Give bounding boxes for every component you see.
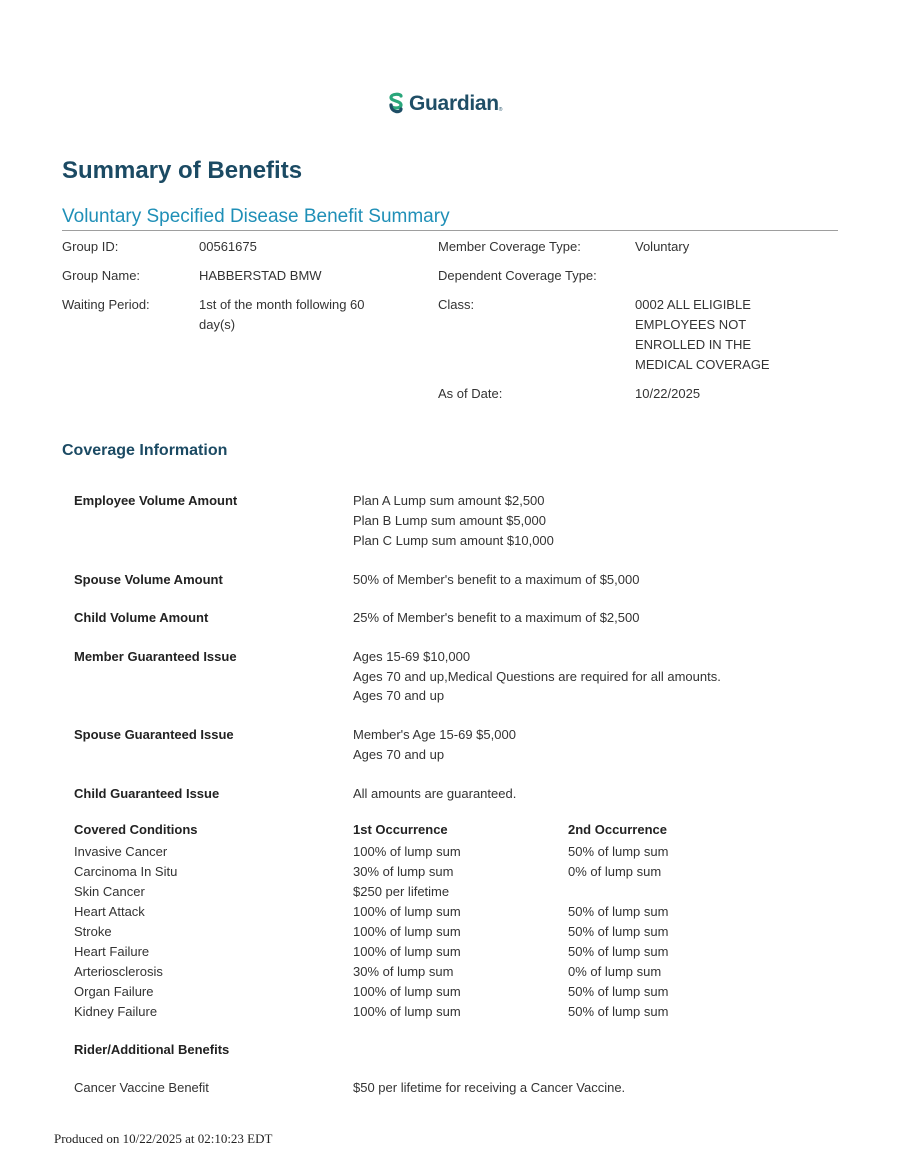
child-gi-value: All amounts are guaranteed. bbox=[353, 786, 517, 801]
group-name-value: HABBERSTAD BMW bbox=[199, 268, 322, 283]
as-of-date-value: 10/22/2025 bbox=[635, 386, 701, 401]
member-coverage-type-label: Member Coverage Type: bbox=[438, 239, 581, 254]
waiting-period-line-1: 1st of the month following 60 bbox=[199, 297, 365, 312]
first-occurrence: 100% of lump sum bbox=[353, 1004, 461, 1019]
employee-volume-line-2: Plan B Lump sum amount $5,000 bbox=[353, 513, 546, 528]
spouse-gi-line-2: Ages 70 and up bbox=[353, 747, 445, 762]
class-line-2: EMPLOYEES NOT bbox=[635, 317, 747, 332]
condition-name: Invasive Cancer bbox=[74, 844, 168, 859]
member-gi-line-1: Ages 15-69 $10,000 bbox=[353, 649, 471, 664]
first-occurrence: $250 per lifetime bbox=[353, 884, 450, 899]
rider-value: $50 per lifetime for receiving a Cancer Vaccine. bbox=[353, 1080, 626, 1095]
second-occurrence: 50% of lump sum bbox=[568, 984, 669, 999]
page-title: Summary of Benefits bbox=[62, 157, 303, 184]
employee-volume-label: Employee Volume Amount bbox=[74, 493, 238, 508]
group-id-label: Group ID: bbox=[62, 239, 119, 254]
guardian-logo bbox=[388, 90, 502, 118]
member-gi-line-3: Ages 70 and up bbox=[353, 688, 445, 703]
logo-registered-mark: ® bbox=[498, 107, 503, 113]
first-occurrence: 30% of lump sum bbox=[353, 864, 454, 879]
spouse-volume-value: 50% of Member's benefit to a maximum of $5,000 bbox=[353, 572, 640, 587]
member-gi-label: Member Guaranteed Issue bbox=[74, 649, 237, 664]
child-gi-label: Child Guaranteed Issue bbox=[74, 786, 220, 801]
condition-name: Heart Attack bbox=[74, 904, 145, 919]
member-gi-line-2: Ages 70 and up,Medical Questions are required for all amounts. bbox=[353, 669, 721, 684]
child-volume-label: Child Volume Amount bbox=[74, 610, 209, 625]
condition-name: Stroke bbox=[74, 924, 112, 939]
class-line-3: ENROLLED IN THE bbox=[635, 337, 752, 352]
spouse-gi-label: Spouse Guaranteed Issue bbox=[74, 727, 234, 742]
second-occurrence-header: 2nd Occurrence bbox=[568, 822, 667, 837]
table-row bbox=[0, 842, 900, 862]
first-occurrence: 100% of lump sum bbox=[353, 944, 461, 959]
table-row bbox=[0, 862, 900, 882]
first-occurrence: 100% of lump sum bbox=[353, 844, 461, 859]
member-coverage-type-value: Voluntary bbox=[635, 239, 690, 254]
child-volume-value: 25% of Member's benefit to a maximum of $2,500 bbox=[353, 610, 640, 625]
table-row bbox=[0, 902, 900, 922]
group-id-value: 00561675 bbox=[199, 239, 257, 254]
first-occurrence: 100% of lump sum bbox=[353, 924, 461, 939]
class-label: Class: bbox=[438, 297, 475, 312]
first-occurrence: 30% of lump sum bbox=[353, 964, 454, 979]
first-occurrence-header: 1st Occurrence bbox=[353, 822, 448, 837]
coverage-information-heading: Coverage Information bbox=[62, 442, 228, 459]
section-divider bbox=[62, 230, 838, 231]
covered-conditions-header: Covered Conditions bbox=[74, 822, 198, 837]
spouse-gi-line-1: Member's Age 15-69 $5,000 bbox=[353, 727, 516, 742]
second-occurrence: 50% of lump sum bbox=[568, 904, 669, 919]
second-occurrence: 0% of lump sum bbox=[568, 964, 662, 979]
rider-heading: Rider/Additional Benefits bbox=[74, 1042, 230, 1057]
group-name-label: Group Name: bbox=[62, 268, 141, 283]
table-row bbox=[0, 982, 900, 1002]
second-occurrence: 50% of lump sum bbox=[568, 844, 669, 859]
employee-volume-line-1: Plan A Lump sum amount $2,500 bbox=[353, 493, 545, 508]
first-occurrence: 100% of lump sum bbox=[353, 984, 461, 999]
table-row bbox=[0, 962, 900, 982]
rider-label: Cancer Vaccine Benefit bbox=[74, 1080, 209, 1095]
condition-name: Organ Failure bbox=[74, 984, 154, 999]
class-line-1: 0002 ALL ELIGIBLE bbox=[635, 297, 751, 312]
spouse-volume-label: Spouse Volume Amount bbox=[74, 572, 223, 587]
second-occurrence: 50% of lump sum bbox=[568, 924, 669, 939]
section-title: Voluntary Specified Disease Benefit Summary bbox=[62, 206, 450, 227]
dependent-coverage-type-label: Dependent Coverage Type: bbox=[438, 268, 597, 283]
condition-name: Skin Cancer bbox=[74, 884, 145, 899]
table-row bbox=[0, 1002, 900, 1022]
guardian-logo-icon bbox=[388, 92, 404, 116]
as-of-date-label: As of Date: bbox=[438, 386, 503, 401]
employee-volume-line-3: Plan C Lump sum amount $10,000 bbox=[353, 533, 554, 548]
second-occurrence: 50% of lump sum bbox=[568, 1004, 669, 1019]
condition-name: Kidney Failure bbox=[74, 1004, 158, 1019]
table-row bbox=[0, 922, 900, 942]
condition-name: Arteriosclerosis bbox=[74, 964, 163, 979]
waiting-period-label: Waiting Period: bbox=[62, 297, 150, 312]
produced-on-footer: Produced on 10/22/2025 at 02:10:23 EDT bbox=[54, 1131, 273, 1146]
condition-name: Heart Failure bbox=[74, 944, 150, 959]
second-occurrence: 50% of lump sum bbox=[568, 944, 669, 959]
class-line-4: MEDICAL COVERAGE bbox=[635, 357, 770, 372]
table-row bbox=[0, 882, 900, 902]
logo-wordmark: Guardian bbox=[409, 92, 499, 115]
first-occurrence: 100% of lump sum bbox=[353, 904, 461, 919]
condition-name: Carcinoma In Situ bbox=[74, 864, 178, 879]
table-row bbox=[0, 942, 900, 962]
second-occurrence: 0% of lump sum bbox=[568, 864, 662, 879]
waiting-period-line-2: day(s) bbox=[199, 317, 236, 332]
